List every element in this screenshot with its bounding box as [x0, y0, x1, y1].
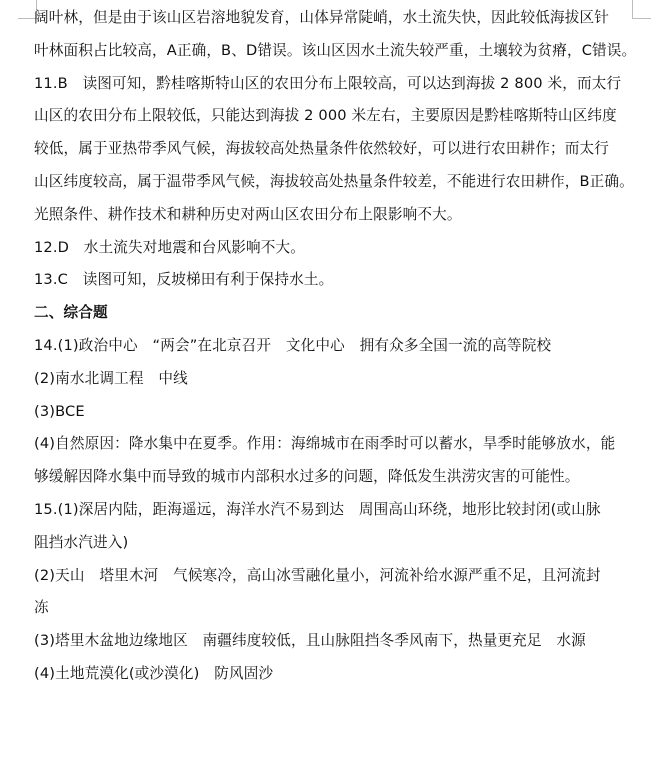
- text-line: 光照条件、耕作技术和耕种历史对两山区农田分布上限影响不大。: [34, 205, 462, 223]
- text-line: (3)BCE: [34, 402, 85, 420]
- text-line: (2)天山 塔里木河 气候寒冷，高山冰雪融化量小，河流补给水源严重不足，且河流封: [34, 566, 601, 584]
- text-line: 山区的农田分布上限较低，只能达到海拔 2 000 米左右，主要原因是黔桂喀斯特山区纬度: [34, 107, 617, 125]
- text-line: (2)南水北调工程 中线: [34, 369, 188, 387]
- text-line: 冻: [34, 599, 49, 617]
- text-line: 阔叶林，但是由于该山区岩溶地貌发育，山体异常陡峭，水土流失快，因此较低海拔区针: [34, 9, 610, 26]
- answer-14-line: 14.(1)政治中心 “两会”在北京召开 文化中心 拥有众多全国一流的高等院校: [34, 336, 552, 354]
- text-line: (4)土地荒漠化(或沙漠化) 防风固沙: [34, 664, 274, 682]
- text-line: 阻挡水汽进入): [34, 533, 129, 551]
- text-line: (4)自然原因：降水集中在夏季。作用：海绵城市在雨季时可以蓄水，旱季时能够放水，能: [34, 435, 616, 453]
- section-heading: 二、综合题: [34, 304, 108, 322]
- answer-12-line: 12.D 水土流失对地震和台风影响不大。: [34, 238, 305, 256]
- text-line: 山区纬度较高，属于温带季风气候，海拔较高处热量条件较差，不能进行农田耕作，B正确。: [34, 172, 634, 190]
- answer-13-line: 13.C 读图可知，反坡梯田有利于保持水土。: [34, 271, 334, 289]
- answer-15-line: 15.(1)深居内陆，距海遥远，海洋水汽不易到达 周围高山环绕，地形比较封闭(或山脉: [34, 500, 601, 518]
- text-line: (3)塔里木盆地边缘地区 南疆纬度较低，且山脉阻挡冬季风南下，热量更充足 水源: [34, 632, 586, 650]
- text-line: 够缓解因降水集中而导致的城市内部积水过多的问题，降低发生洪涝灾害的可能性。: [34, 468, 580, 486]
- answer-11-line: 11.B 读图可知，黔桂喀斯特山区的农田分布上限较高，可以达到海拔 2 800 米，而太行: [34, 74, 622, 92]
- text-line: 叶林面积占比较高，A正确，B、D错误。该山区因水土流失较严重，土壤较为贫瘠，C错误。: [34, 41, 637, 59]
- text-line: 较低，属于亚热带季风气候，海拔较高处热量条件依然较好，可以进行农田耕作；而太行: [34, 140, 610, 158]
- answer-text-body: [34, 2, 644, 691]
